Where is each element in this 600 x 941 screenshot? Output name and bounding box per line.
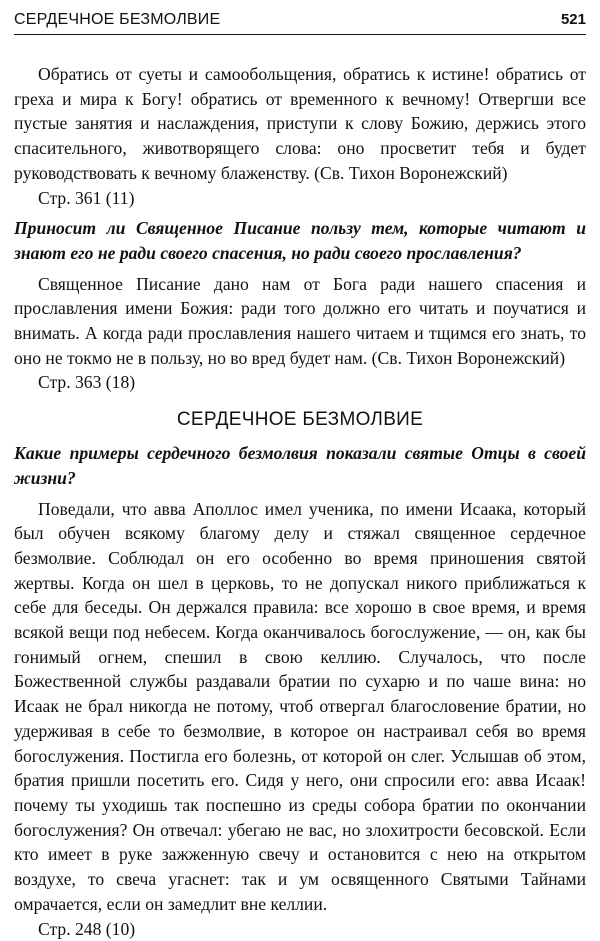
section-heading: СЕРДЕЧНОЕ БЕЗМОЛВИЕ xyxy=(14,409,586,431)
paragraph-2: Священное Писание дано нам от Бога ради нашего спасения и прославления имени Божия: ради того должно его читать и поучатися и внимать. А когда ради прославления нашего читаем и тщимся его знать, то оно не токмо не в пользу, но во вред будет нам. (Св. Тихон Воронежский) xyxy=(14,272,586,371)
paragraph-1: Обратись от суеты и самообольщения, обратись к истине! обратись от греха и мира к Богу! обратись от временного к вечному! Отвергши все пустые занятия и наслаждения, приступи к слову Божию, держись этого спасительного, животворящего слова: оно просветит тебя и будет руководствовать к вечному блаженству. (Св. Тихон Воронежский) xyxy=(14,62,586,186)
question-2: Какие примеры сердечного безмолвия показали святые Отцы в своей жизни? xyxy=(14,441,586,490)
reference-2: Стр. 363 (18) xyxy=(14,370,586,395)
page-number: 521 xyxy=(561,11,586,28)
paragraph-3: Поведали, что авва Аполлос имел ученика, по имени Исаака, который был обучен всякому благому делу и стяжал священное сердечное безмолвие. Соблюдал он его особенно во время приношения святой жертвы. Когда он шел в церковь, то не допускал никого приближаться к себе для беседы. Он держался правила: все хорошо в свое время, и время всякой вещи под небесем. Когда оканчивалось богослужение, — он, как бы гонимый огнем, спешил в свою келлию. Случалось, что после Божественной службы раздавали братии по сухарю и по чаше вина: но Исаак не брал никогда не потому, чтоб отвергал благословение братии, но удерживая в себе то безмолвие, в которое он настраивал себя во время богослужения. Постигла его болезнь, от которой он слег. Услышав об этом, братия пришли посетить его. Сидя у него, они спросили его: авва Исаак! почему ты уходишь так поспешно из среды собора братии по окончании богослужения? Он отвечал: убегаю не вас, но злохитрости бесовской. Если кто имеет в руке зажженную свечу и остановится с нею на открытом воздухе, то свеча угаснет: так и ум освященного Святыми Тайнами омрачается, если он замедлит вне келлии. xyxy=(14,497,586,917)
running-header xyxy=(14,8,586,35)
running-title: СЕРДЕЧНОЕ БЕЗМОЛВИЕ xyxy=(14,11,220,29)
page-content xyxy=(14,62,586,941)
reference-3: Стр. 248 (10) xyxy=(14,917,586,941)
reference-1: Стр. 361 (11) xyxy=(14,186,586,211)
question-1: Приносит ли Священное Писание пользу тем, которые читают и знают его не ради своего спасения, но ради своего прославления? xyxy=(14,216,586,265)
